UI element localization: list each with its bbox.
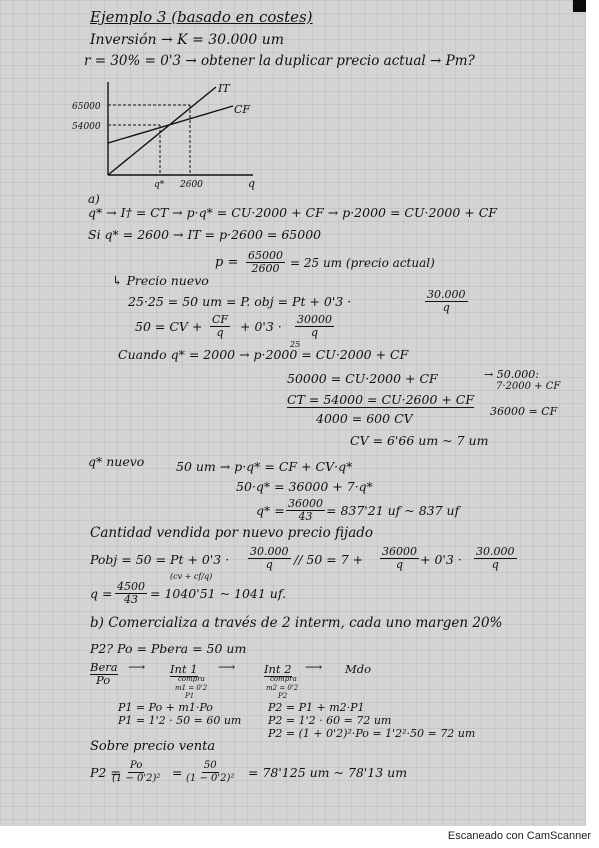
sv-mid: = — [172, 765, 183, 780]
q-result-right: = 1040'51 ~ 1041 uf. — [150, 586, 287, 601]
flow-p2: P2 — [278, 692, 288, 700]
pobj-eq-mid: // 50 = 7 + — [294, 552, 364, 567]
new-price-title: ↳ Precio nuevo — [112, 273, 209, 288]
flow-bera: Bera — [90, 660, 118, 674]
pobj-fraction-3: $\frac{30.000}{q}$ — [476, 545, 515, 571]
q-new-eq3-fraction: $\frac{36000}{43}$ — [288, 497, 323, 523]
cf-line — [108, 106, 233, 143]
cost-eq-c5: CV = 6'66 um ~ 7 um — [350, 433, 489, 448]
q-new-label: q* nuevo — [88, 454, 145, 469]
equation-a2: Si q* = 2600 → IT = p·2600 = 65000 — [88, 227, 322, 242]
pobj-fraction-1: $\frac{30.000}{q}$ — [250, 545, 289, 571]
part-b-line1: P2? Po = Pbera = 50 um — [90, 641, 247, 656]
cost-note-1: → 50.000: — [484, 368, 539, 381]
part-b-heading: b) Comercializa a través de 2 interm, cada uno margen 20% — [90, 615, 503, 631]
cantidad-title: Cantidad vendida por nuevo precio fijado — [90, 525, 374, 541]
sv-right: = 78'125 um ~ 78'13 um — [248, 765, 408, 780]
new-price-eq2-fraction-cf: $\frac{CF}{q}$ — [212, 313, 229, 339]
flow-po: Po — [96, 673, 111, 687]
flow-int2-sub1: compra — [270, 675, 297, 683]
flow-int1: Int 1 — [170, 662, 198, 676]
pobj-eq-left: Pobj = 50 = Pt + 0'3 · — [90, 552, 230, 567]
cuando-sup: 25 — [290, 340, 301, 349]
q-new-eq1: 50 um → p·q* = CF + CV·q* — [176, 459, 353, 474]
p1-formula: P1 = Po + m1·Po — [118, 701, 213, 714]
q-result-left: q = — [90, 586, 113, 601]
part-a-marker: a) — [88, 192, 100, 206]
equation-a1: q* → I† = CT → p·q* = CU·2000 + CF → p·2000 = CU·2000 + CF — [88, 205, 497, 220]
price-fraction: $\frac{65000}{2600}$ — [248, 249, 283, 275]
cost-eq-c3: CT = 54000 = CU·2600 + CF — [287, 392, 475, 407]
scanner-footer: Escaneado con CamScanner — [447, 830, 591, 842]
pobj-fraction-2: $\frac{36000}{q}$ — [382, 545, 417, 571]
q-result-fraction: $\frac{4500}{43}$ — [117, 580, 145, 606]
x-axis-q: q — [248, 177, 256, 190]
new-price-eq2-mid: + 0'3 · — [240, 319, 282, 334]
sobre-title: Sobre precio venta — [90, 739, 216, 754]
label-it: IT — [218, 82, 230, 95]
price-eq-right: = 25 um (precio actual) — [290, 256, 435, 270]
scan-corner-mark — [573, 0, 586, 12]
p2-alt: P2 = (1 + 0'2)²·Po = 1'2²·50 = 72 um — [268, 727, 476, 740]
pobj-sub: (cv + cf/q) — [170, 572, 213, 581]
y-label-65000: 65000 — [72, 102, 101, 112]
flow-int2-sub2: m2 = 0'2 — [266, 684, 299, 692]
new-price-eq2: 50 = CV + — [135, 319, 203, 334]
new-price-eq2-fraction-k: $\frac{30000}{q}$ — [297, 313, 332, 339]
q-new-eq3-left: q* = — [256, 503, 285, 518]
investment-line: Inversión → K = 30.000 um — [90, 32, 284, 48]
rate-line: r = 30% = 0'3 → obtener la duplicar precio actual → Pm? — [84, 53, 475, 69]
cost-note-cf: 36000 = CF — [490, 405, 558, 418]
flow-int1-sub1: compra — [178, 675, 205, 683]
cuando-line: Cuando q* = 2000 → p·2000 = CU·2000 + CF — [118, 347, 409, 362]
flow-int1-sub2: m1 = 0'2 — [175, 684, 208, 692]
sv-fraction-2: $\frac{50}{\text{(1 − 0'2)²}}$ — [186, 760, 235, 784]
cost-note-2: 7·2000 + CF — [496, 381, 561, 392]
x-label-2600: 2600 — [180, 180, 203, 190]
flow-p1: P1 — [185, 692, 195, 700]
price-eq-left: p = — [215, 255, 239, 270]
new-price-eq1-fraction: $\frac{30.000}{q}$ — [427, 288, 466, 314]
p1-value: P1 = 1'2 · 50 = 60 um — [118, 714, 242, 727]
new-price-eq1: 25·25 = 50 um = P. obj = Pt + 0'3 · — [128, 294, 352, 309]
flow-arrow-3: ⟶ — [305, 660, 323, 674]
flow-mdo: Mdo — [345, 662, 372, 676]
page-title: Ejemplo 3 (basado en costes) — [90, 8, 313, 26]
cost-eq-c2: 50000 = CU·2000 + CF — [287, 371, 438, 386]
y-label-54000: 54000 — [72, 122, 101, 132]
p2-value: P2 = 1'2 · 60 = 72 um — [268, 714, 392, 727]
label-cf: CF — [234, 103, 251, 116]
x-label-qstar: q* — [154, 180, 165, 190]
flow-int2: Int 2 — [264, 662, 292, 676]
flow-arrow-2: ⟶ — [218, 660, 236, 674]
it-line — [108, 87, 216, 175]
sv-left: P2 = — [90, 765, 121, 780]
flow-arrow-1: ⟶ — [128, 660, 146, 674]
pobj-eq-mid2: + 0'3 · — [420, 552, 462, 567]
sv-fraction-1: $\frac{Po}{\text{(1 − 0'2)²}}$ — [112, 760, 161, 784]
q-new-eq3-right: = 837'21 uf ~ 837 uf — [326, 503, 460, 518]
p2-formula: P2 = P1 + m2·P1 — [268, 701, 365, 714]
cost-eq-c4: 4000 = 600 CV — [316, 411, 413, 426]
q-new-eq2: 50·q* = 36000 + 7·q* — [236, 479, 373, 494]
cost-revenue-graph — [68, 80, 298, 190]
